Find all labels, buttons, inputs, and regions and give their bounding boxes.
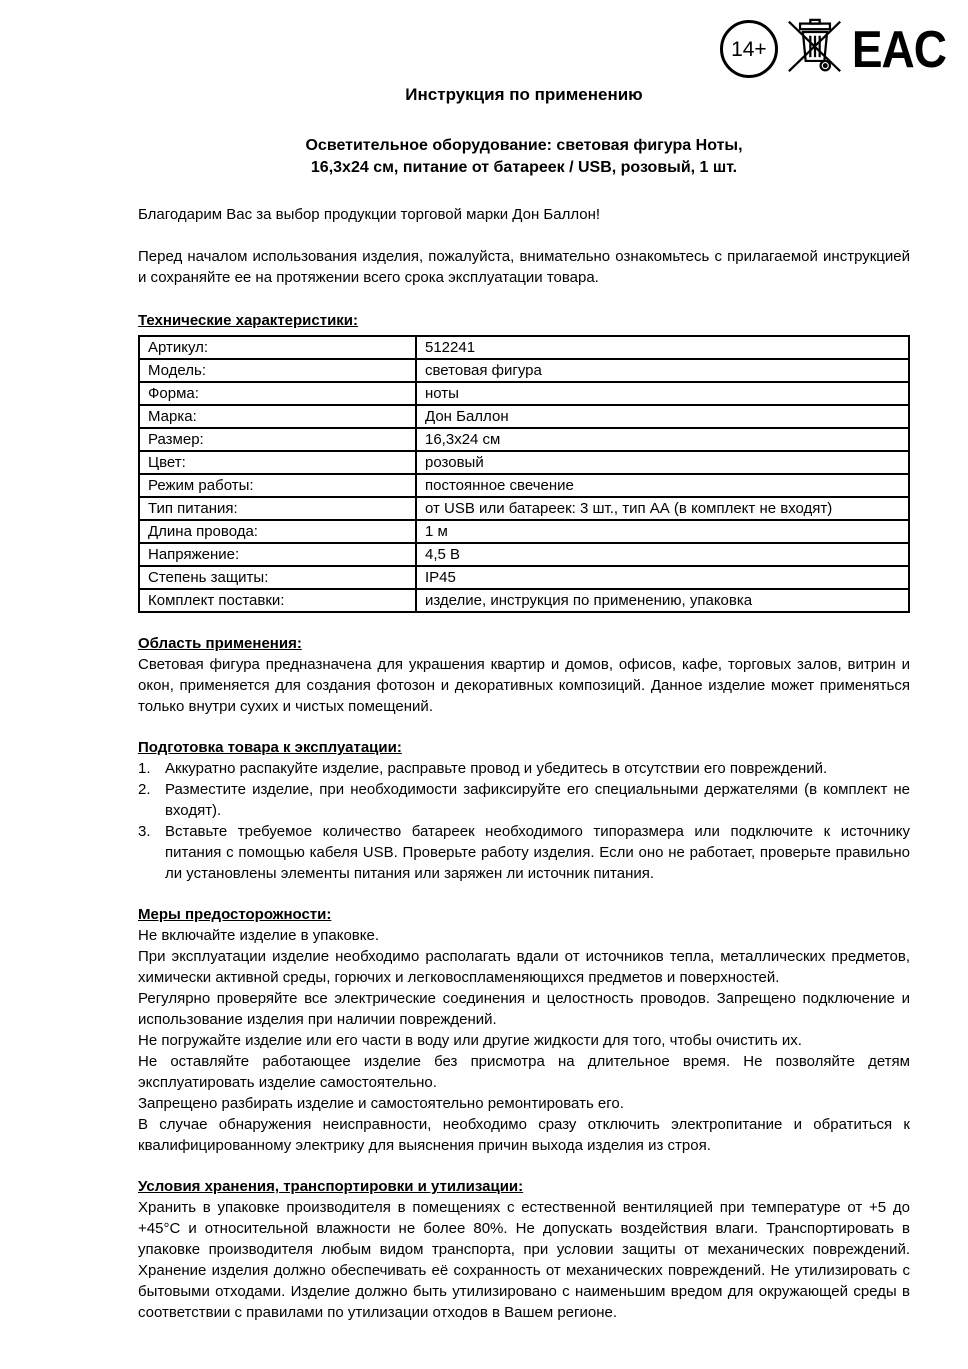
table-row <box>139 589 909 612</box>
spec-label: Степень защиты: <box>139 566 416 589</box>
application-area-paragraph: Световая фигура предназначена для украшения квартир и домов, офисов, кафе, торговых залов, витрин и окон, применяется для создания фотозон и декоративных композиций. Данное изделие может применяться только внутри сухих и чистых помещений. <box>138 656 910 715</box>
list-item-text: Разместите изделие, при необходимости зафиксируйте его специальными держателями (в комплект не входят). <box>165 781 910 819</box>
spec-label: Форма: <box>139 382 416 405</box>
list-item <box>138 758 910 779</box>
document-content <box>138 84 910 1323</box>
list-item <box>138 821 910 884</box>
safety-paragraph: Не погружайте изделие или его части в воду или другие жидкости для того, чтобы очистить их. <box>138 1032 802 1049</box>
spec-value: 16,3х24 см <box>416 428 909 451</box>
spec-value: 4,5 В <box>416 543 909 566</box>
safety-paragraph: Не включайте изделие в упаковке. <box>138 927 380 944</box>
preparation-heading: Подготовка товара к эксплуатации: <box>138 739 402 756</box>
list-item <box>138 779 910 821</box>
spec-value: 512241 <box>416 336 909 359</box>
spec-value: постоянное свечение <box>416 474 909 497</box>
storage-paragraph: Хранить в упаковке производителя в помещениях с естественной вентиляцией при температуре от +5 до +45°С и относительной влажности не более 80%. Не допускать воздействия влаги. Транспортировать в упаковке производителя любым видом транспорта, при условии защиты от механических повреждений. Хранение изделия должно обеспечивать её сохранность от механических повреждений. Не утилизировать с бытовыми отходами. Изделие должно быть утилизировано с наименьшим вредом для окружающей среды в соответствии с правилами по утилизации отходов в Вашем регионе. <box>138 1199 910 1321</box>
page-title: Инструкция по применению <box>405 85 643 104</box>
table-row <box>139 474 909 497</box>
list-item-number: 1. <box>138 760 151 777</box>
safety-paragraph: В случае обнаружения неисправности, необходимо сразу отключить электропитание и обратиться к квалифицированному электрику для выяснения причин выхода изделия из строя. <box>138 1116 910 1154</box>
list-item-text: Аккуратно распакуйте изделие, расправьте провод и убедитесь в отсутствии его повреждений. <box>165 760 828 777</box>
list-item-text: Вставьте требуемое количество батареек необходимого типоразмера или подключите к источнику питания с помощью кабеля USB. Проверьте работу изделия. Если оно не работает, проверьте правильно ли установлены элементы питания или заряжен ли источник питания. <box>165 823 910 882</box>
certification-badges <box>720 16 946 82</box>
intro-read-paragraph: Перед началом использования изделия, пожалуйста, внимательно ознакомьтесь с прилагаемой инструкцией и сохраняйте ее на протяжении всего срока эксплуатации товара. <box>138 248 910 286</box>
safety-paragraph: При эксплуатации изделие необходимо располагать вдали от источников тепла, металлических предметов, химически активной среды, горючих и легковоспламеняющихся предметов и поверхностей. <box>138 948 910 986</box>
table-row <box>139 336 909 359</box>
safety-paragraph: Запрещено разбирать изделие и самостоятельно ремонтировать его. <box>138 1095 624 1112</box>
table-row <box>139 566 909 589</box>
spec-value: 1 м <box>416 520 909 543</box>
product-subtitle <box>138 135 910 179</box>
table-row <box>139 428 909 451</box>
spec-value: ноты <box>416 382 909 405</box>
spec-value: световая фигура <box>416 359 909 382</box>
application-area-heading: Область применения: <box>138 635 302 652</box>
specs-heading: Технические характеристики: <box>138 312 359 329</box>
spec-label: Напряжение: <box>139 543 416 566</box>
intro-thanks-paragraph: Благодарим Вас за выбор продукции торговой марки Дон Баллон! <box>138 206 601 223</box>
safety-paragraph: Не оставляйте работающее изделие без присмотра на длительное время. Не позволяйте детям эксплуатировать изделие самостоятельно. <box>138 1053 910 1091</box>
table-row <box>139 405 909 428</box>
spec-label: Тип питания: <box>139 497 416 520</box>
spec-label: Режим работы: <box>139 474 416 497</box>
spec-value: IP45 <box>416 566 909 589</box>
eac-mark: EAC <box>851 19 946 79</box>
spec-label: Размер: <box>139 428 416 451</box>
preparation-list <box>138 758 910 884</box>
spec-value: от USB или батареек: 3 шт., тип АА (в комплект не входят) <box>416 497 909 520</box>
spec-label: Цвет: <box>139 451 416 474</box>
age-restriction-badge <box>720 20 778 78</box>
specs-table <box>138 335 910 613</box>
weee-crossed-bin-icon <box>787 16 843 82</box>
spec-label: Марка: <box>139 405 416 428</box>
table-row <box>139 520 909 543</box>
age-restriction-label: 14+ <box>731 37 767 61</box>
spec-label: Модель: <box>139 359 416 382</box>
product-subtitle-line1: Осветительное оборудование: световая фигура Ноты, <box>305 137 743 154</box>
table-row <box>139 382 909 405</box>
storage-heading: Условия хранения, транспортировки и утилизации: <box>138 1178 524 1195</box>
spec-label: Комплект поставки: <box>139 589 416 612</box>
product-subtitle-line2: 16,3х24 см, питание от батареек / USB, розовый, 1 шт. <box>310 159 738 176</box>
spec-value: Дон Баллон <box>416 405 909 428</box>
spec-value: розовый <box>416 451 909 474</box>
spec-label: Артикул: <box>139 336 416 359</box>
spec-value: изделие, инструкция по применению, упаковка <box>416 589 909 612</box>
safety-heading: Меры предосторожности: <box>138 906 332 923</box>
list-item-number: 3. <box>138 823 151 840</box>
spec-label: Длина провода: <box>139 520 416 543</box>
safety-paragraph: Регулярно проверяйте все электрические соединения и целостность проводов. Запрещено подключение и использование изделия при наличии повреждений. <box>138 990 910 1028</box>
table-row <box>139 543 909 566</box>
table-row <box>139 497 909 520</box>
table-row <box>139 451 909 474</box>
list-item-number: 2. <box>138 781 151 798</box>
table-row <box>139 359 909 382</box>
